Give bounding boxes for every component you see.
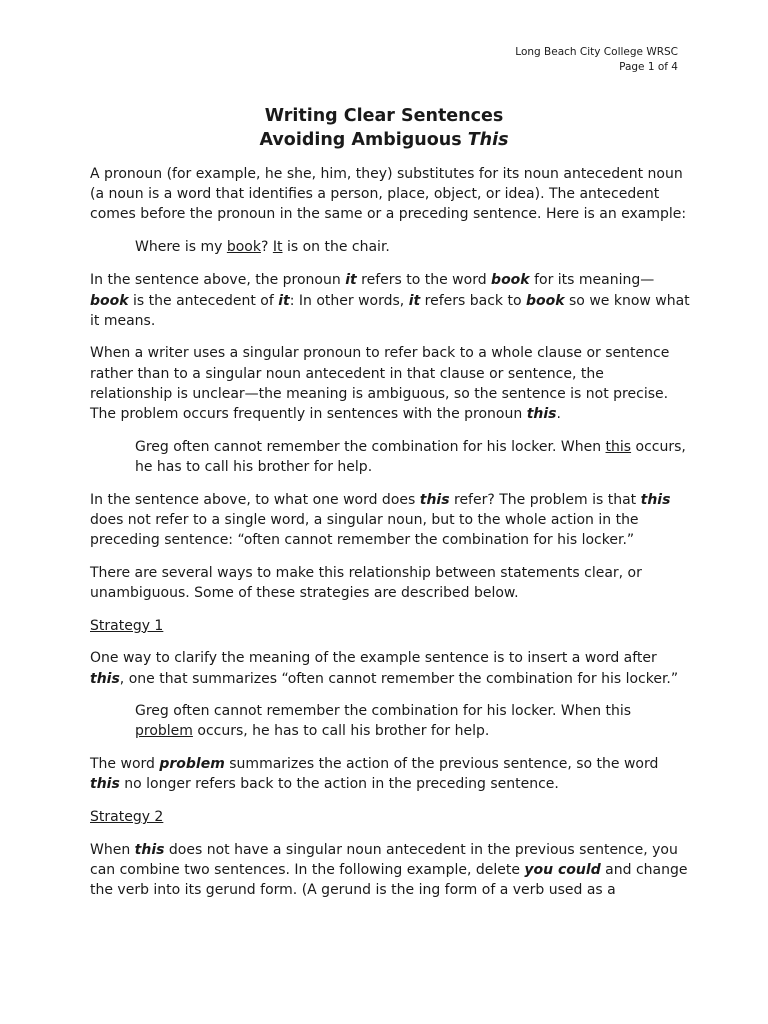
title-line-2-text: Avoiding Ambiguous bbox=[259, 130, 468, 150]
text-run: In the sentence above, to what one word does bbox=[90, 491, 420, 508]
paragraph-explanation-2 bbox=[90, 343, 690, 424]
text-run: refers back to bbox=[420, 292, 526, 309]
underlined-word: book bbox=[226, 239, 261, 256]
emphasis-word: this bbox=[526, 406, 557, 423]
emphasis-word: book bbox=[90, 292, 129, 309]
example-2 bbox=[135, 437, 690, 477]
text-run: refers to the word bbox=[356, 272, 492, 289]
text-run: for its meaning— bbox=[529, 272, 655, 289]
text-run: One way to clarify the meaning of the example sentence is to insert a word after bbox=[90, 650, 657, 667]
emphasis-word: this bbox=[419, 491, 450, 508]
text-run: no longer refers back to the action in the preceding sentence. bbox=[119, 776, 559, 793]
underlined-word: problem bbox=[135, 723, 193, 740]
page-header bbox=[515, 45, 678, 75]
paragraph-explanation-1 bbox=[90, 270, 690, 331]
text-run: When bbox=[90, 841, 135, 858]
document-body bbox=[90, 164, 690, 913]
text-run: When a writer uses a singular pronoun to refer back to a whole clause or sentence rather than to a singular noun antecedent in that clause or sentence, the relationship is unclear—the meaning is ambiguous, so the sentence is not precise. The problem occurs frequently in sentences with the pronoun bbox=[90, 345, 670, 423]
text-run: The word bbox=[90, 756, 160, 773]
paragraph-strategy-1-explanation bbox=[90, 754, 690, 794]
paragraph-strategy-1 bbox=[90, 648, 690, 688]
title-line-1: Writing Clear Sentences bbox=[264, 106, 504, 126]
example-1 bbox=[135, 237, 690, 257]
example-text: Where is my bbox=[135, 239, 227, 256]
title-line-2-emphasis: This bbox=[467, 130, 509, 150]
text-run: In the sentence above, the pronoun bbox=[90, 272, 346, 289]
example-text: occurs, he has to call his brother for help. bbox=[192, 723, 490, 740]
emphasis-word: this bbox=[90, 670, 120, 687]
underlined-word: this bbox=[605, 438, 632, 455]
text-run: is the antecedent of bbox=[128, 292, 279, 309]
heading-strategy-1: Strategy 1 bbox=[90, 617, 164, 634]
header-page-number: Page 1 of 4 bbox=[619, 61, 678, 73]
text-run: and change the verb into its gerund form. (A gerund is the ing form of a verb used as a bbox=[90, 861, 688, 899]
emphasis-word: book bbox=[525, 292, 565, 309]
document-title bbox=[0, 104, 768, 152]
paragraph-intro: A pronoun (for example, he she, him, they) substitutes for its noun antecedent noun (a noun is a word that identifies a person, place, object, or idea). The antecedent comes before the pronoun in the same or a preceding sentence. Here is an example: bbox=[90, 166, 687, 223]
text-run: refer? The problem is that bbox=[449, 491, 641, 508]
example-text: occurs, he has to call his brother for help. bbox=[135, 438, 686, 475]
emphasis-word: book bbox=[491, 272, 530, 289]
text-run: summarizes the action of the previous sentence, so the word bbox=[224, 756, 659, 773]
emphasis-word: it bbox=[278, 292, 290, 309]
emphasis-word: problem bbox=[159, 756, 225, 773]
text-run: : In other words, bbox=[289, 292, 409, 309]
emphasis-word: it bbox=[345, 272, 357, 289]
emphasis-word: this bbox=[134, 841, 165, 858]
example-text: is on the chair. bbox=[282, 239, 390, 256]
underlined-word: It bbox=[272, 239, 283, 256]
emphasis-word: it bbox=[408, 292, 421, 309]
paragraph-strategy-2 bbox=[90, 840, 690, 901]
text-run: . bbox=[556, 406, 561, 423]
heading-strategy-2: Strategy 2 bbox=[90, 809, 164, 826]
example-text: ? bbox=[260, 239, 273, 256]
paragraph-strategies-intro: There are several ways to make this relationship between statements clear, or unambiguous. Some of these strategies are described below. bbox=[90, 564, 642, 601]
text-run: does not have a singular noun antecedent in the previous sentence, you can combine two sentences. In the following example, delete bbox=[90, 841, 678, 878]
emphasis-word: this bbox=[90, 776, 120, 793]
title-line-2 bbox=[0, 128, 768, 152]
emphasis-word: you could bbox=[524, 861, 601, 878]
example-3 bbox=[135, 701, 690, 741]
paragraph-explanation-3 bbox=[90, 490, 690, 551]
example-text: Greg often cannot remember the combination for his locker. When bbox=[135, 438, 606, 455]
text-run: , one that summarizes “often cannot remember the combination for his locker.” bbox=[119, 670, 679, 687]
emphasis-word: this bbox=[640, 491, 671, 508]
example-text: Greg often cannot remember the combination for his locker. When this bbox=[135, 703, 632, 720]
text-run: so we know what it means. bbox=[90, 292, 690, 329]
header-institution: Long Beach City College WRSC bbox=[515, 46, 678, 58]
text-run: does not refer to a single word, a singular noun, but to the whole action in the preceding sentence: “often cannot remember the combination for his locker.” bbox=[90, 511, 639, 549]
